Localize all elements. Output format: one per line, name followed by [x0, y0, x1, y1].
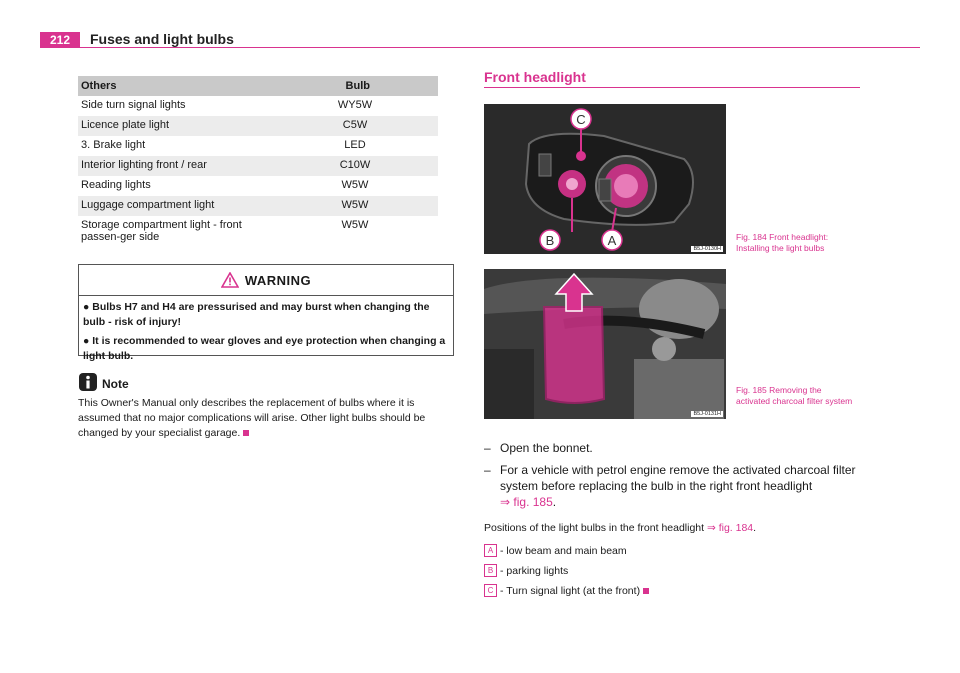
column-header-bulb: Bulb: [272, 76, 438, 96]
table-cell: Licence plate light: [78, 116, 272, 136]
figure-label-a: A: [607, 233, 617, 248]
figure-label-c: C: [576, 112, 586, 127]
warning-header: [79, 265, 453, 296]
table-row: [78, 196, 438, 216]
note-text: This Owner's Manual only describes the replacement of bulbs where it is assumed that no major complications will arise. Other light bulbs should be changed by your specialist garage.: [78, 397, 426, 439]
legend-key: B: [484, 564, 497, 577]
table-row: [78, 176, 438, 196]
figure-charcoal-filter: [484, 269, 726, 419]
figure-reference-link[interactable]: ⇒ fig. 184: [706, 522, 754, 534]
warning-item: ● It is recommended to wear gloves and eye protection when changing a light bulb.: [83, 335, 446, 362]
note-block: [78, 372, 456, 441]
table-row: [78, 156, 438, 176]
table-cell: 3. Brake light: [81, 139, 146, 151]
table-cell: Storage compartment light - front passen-ger side: [81, 219, 242, 243]
instruction-step: – For a vehicle with petrol engine remove the activated charcoal filter system before replacing the bulb in the right front headlight ⇒ fig. 185.: [484, 463, 856, 509]
bulb-table: [78, 76, 438, 252]
note-title: Note: [102, 377, 129, 391]
warning-item: ● Bulbs H7 and H4 are pressurised and may burst when changing the bulb - risk of injury!: [83, 301, 430, 328]
table-cell: Side turn signal lights: [81, 99, 186, 111]
table-row: [78, 116, 438, 136]
info-icon: [78, 372, 98, 392]
page-number: 212: [40, 32, 80, 48]
end-marker-icon: [243, 430, 249, 436]
figure-caption: Fig. 184 Front headlight: Installing the light bulbs: [736, 232, 829, 253]
table-row: [78, 216, 438, 252]
instruction-steps: [484, 440, 864, 516]
table-cell: LED: [344, 139, 366, 151]
engine-bay-illustration: [484, 269, 726, 419]
running-title: Fuses and light bulbs: [90, 31, 234, 47]
end-marker-icon: [643, 588, 649, 594]
legend-key: A: [484, 544, 497, 557]
headlight-illustration: [484, 104, 726, 254]
header-rule: [40, 47, 920, 48]
legend-key: C: [484, 584, 497, 597]
legend-item: A - low beam and main beam: [484, 544, 864, 557]
table-cell: W5W: [341, 219, 369, 231]
column-header-others: Others: [78, 76, 272, 96]
warning-title: WARNING: [244, 272, 312, 288]
table-cell: W5W: [272, 196, 438, 216]
figure-code: B5J-0130H: [693, 246, 721, 252]
table-row: [78, 96, 438, 116]
table-cell: Reading lights: [81, 179, 151, 191]
table-cell: Interior lighting front / rear: [78, 156, 272, 176]
warning-box: [78, 264, 454, 362]
instruction-step: – Open the bonnet.: [484, 441, 593, 455]
figure-headlight: [484, 104, 726, 254]
legend-item: B - parking lights: [484, 564, 864, 577]
table-cell: Luggage compartment light: [78, 196, 272, 216]
table-cell: W5W: [341, 179, 369, 191]
warning-triangle-icon: [221, 272, 239, 288]
section-rule: [484, 87, 860, 88]
table-cell: WY5W: [337, 99, 373, 111]
table-row: [78, 136, 438, 156]
legend-item: C - Turn signal light (at the front): [484, 584, 864, 597]
figure-code: B5J-0131H: [693, 411, 721, 417]
figure-caption: Fig. 185 Removing the activated charcoal filter system: [736, 385, 853, 406]
table-cell: C10W: [272, 156, 438, 176]
table-header-row: [78, 76, 438, 96]
figure-reference-link[interactable]: ⇒ fig. 185: [500, 495, 553, 509]
figure-label-b: B: [545, 233, 555, 248]
positions-intro: Positions of the light bulbs in the front headlight ⇒ fig. 184.: [484, 522, 757, 534]
table-cell: C5W: [272, 116, 438, 136]
section-title: Front headlight: [484, 69, 586, 85]
